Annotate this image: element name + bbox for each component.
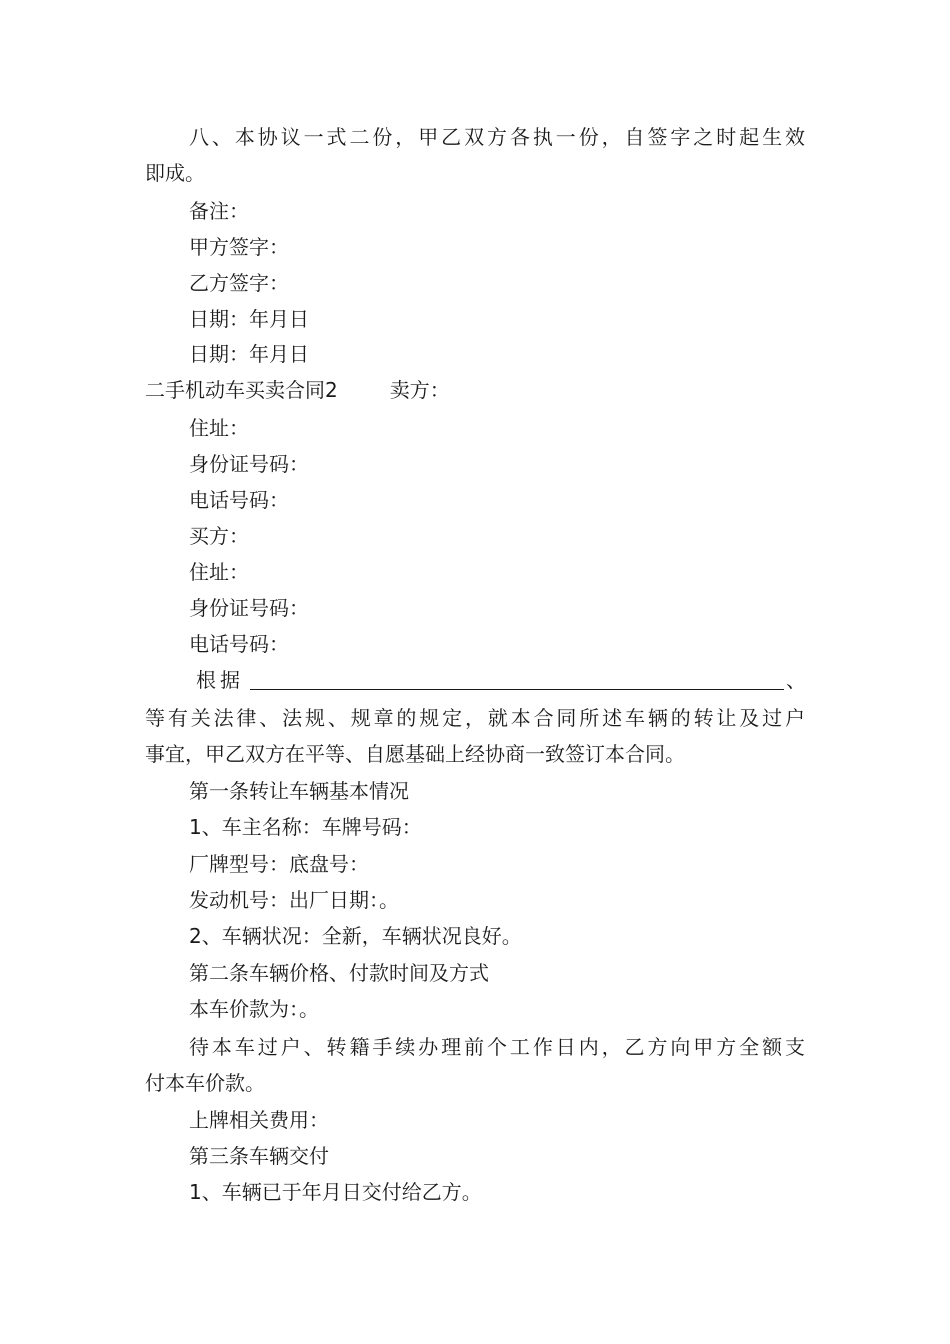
buyer-label: 买方： bbox=[189, 524, 249, 548]
model-chassis-line: 厂牌型号：底盘号： bbox=[189, 852, 369, 876]
clause-eight-line-1: 八、本协议一式二份，甲乙双方各执一份，自签字之时起生效 bbox=[189, 125, 805, 149]
legal-basis-continuation-2: 事宜，甲乙双方在平等、自愿基础上经协商一致签订本合同。 bbox=[145, 742, 685, 766]
clause-eight-line-2: 即成。 bbox=[145, 161, 205, 185]
legal-basis-continuation-1: 等有关法律、法规、规章的规定，就本合同所述车辆的转让及过户 bbox=[145, 706, 805, 730]
date-line-1: 日期：年月日 bbox=[189, 307, 309, 331]
owner-plate-line: 1、车主名称：车牌号码： bbox=[189, 815, 422, 839]
seller-phone-label: 电话号码： bbox=[189, 488, 289, 512]
payment-line-2: 付本车价款。 bbox=[145, 1071, 265, 1095]
contract-heading-line bbox=[145, 372, 805, 408]
engine-date-line: 发动机号：出厂日期：。 bbox=[189, 888, 399, 912]
registration-fee-line: 上牌相关费用： bbox=[189, 1108, 329, 1132]
legal-basis-label: 根据 bbox=[196, 668, 244, 692]
vehicle-condition-line: 2、车辆状况：全新，车辆状况良好。 bbox=[189, 924, 522, 948]
buyer-phone-label: 电话号码： bbox=[189, 632, 289, 656]
legal-basis-line bbox=[145, 662, 805, 698]
party-a-signature-label: 甲方签字： bbox=[189, 235, 289, 259]
seller-id-number-label: 身份证号码： bbox=[189, 452, 309, 476]
article-three-heading: 第三条车辆交付 bbox=[189, 1144, 329, 1168]
party-b-signature-label: 乙方签字： bbox=[189, 271, 289, 295]
delivery-line: 1、车辆已于年月日交付给乙方。 bbox=[189, 1180, 482, 1204]
payment-line-1: 待本车过户、转籍手续办理前个工作日内，乙方向甲方全额支 bbox=[189, 1035, 805, 1059]
buyer-id-number-label: 身份证号码： bbox=[189, 596, 309, 620]
article-one-heading: 第一条转让车辆基本情况 bbox=[189, 779, 409, 803]
vehicle-price-line: 本车价款为：。 bbox=[189, 997, 319, 1021]
date-line-2: 日期：年月日 bbox=[189, 342, 309, 366]
seller-label: 卖方： bbox=[389, 378, 450, 402]
article-two-heading: 第二条车辆价格、付款时间及方式 bbox=[189, 961, 489, 985]
legal-basis-blank bbox=[250, 667, 784, 690]
contract-title: 二手机动车买卖合同2 bbox=[145, 378, 338, 402]
remarks-label: 备注： bbox=[189, 199, 249, 223]
seller-address-label: 住址： bbox=[189, 416, 249, 440]
buyer-address-label: 住址： bbox=[189, 560, 249, 584]
legal-basis-comma: 、 bbox=[786, 668, 806, 692]
